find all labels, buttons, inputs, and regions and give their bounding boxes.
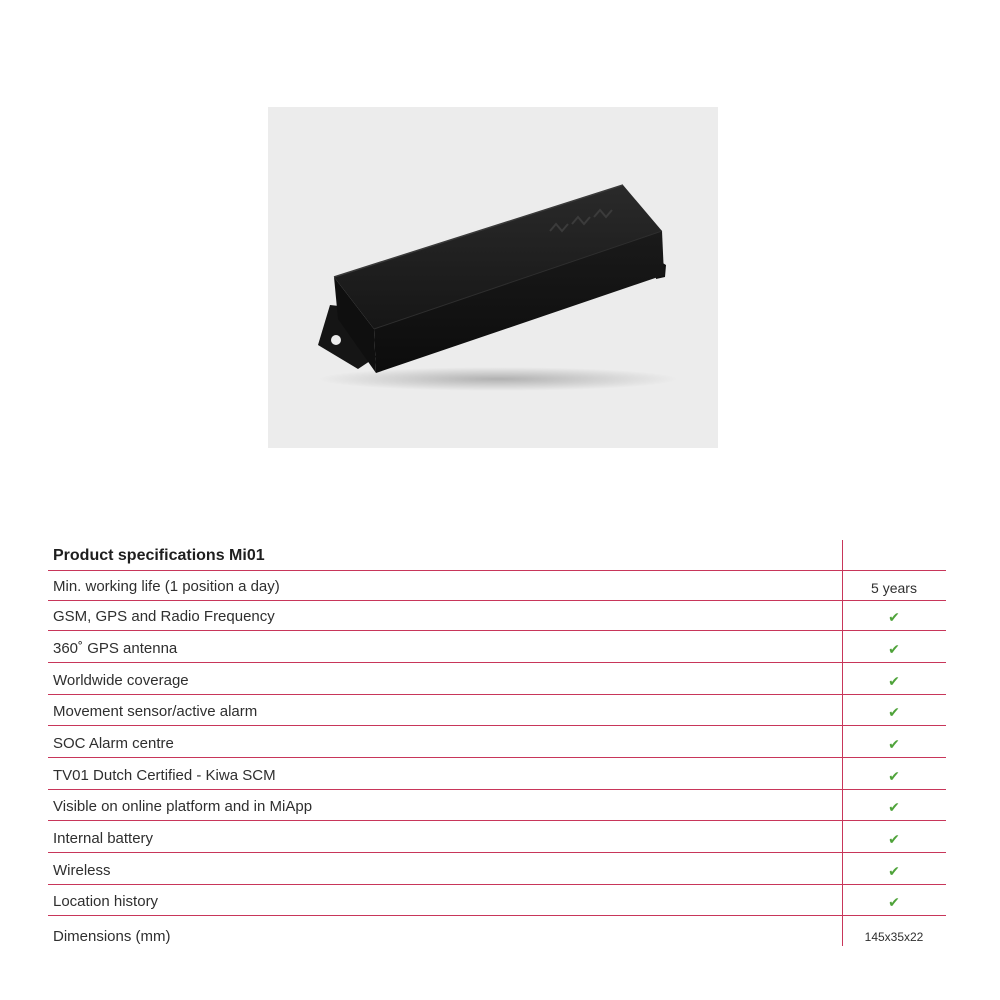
- product-image: [268, 107, 718, 448]
- table-row: [48, 885, 946, 916]
- check-icon: ✔: [888, 768, 900, 784]
- table-row: [48, 601, 946, 631]
- table-row: [48, 695, 946, 726]
- check-icon: ✔: [888, 736, 900, 752]
- check-icon: ✔: [888, 704, 900, 720]
- table-row: [48, 631, 946, 663]
- tracker-device-illustration: [268, 107, 718, 448]
- spec-label: Movement sensor/active alarm: [53, 703, 258, 720]
- table-row: [48, 726, 946, 758]
- check-icon: ✔: [888, 673, 900, 689]
- spec-label: GSM, GPS and Radio Frequency: [53, 608, 275, 625]
- spec-value: 5 years: [871, 580, 917, 596]
- check-icon: ✔: [888, 799, 900, 815]
- spec-label: 360˚ GPS antenna: [53, 640, 178, 657]
- spec-label: Internal battery: [53, 830, 154, 847]
- table-row: [48, 758, 946, 790]
- spec-label: SOC Alarm centre: [53, 735, 174, 752]
- check-icon: ✔: [888, 894, 900, 910]
- spec-label: Dimensions (mm): [53, 928, 171, 945]
- spec-table-title: Product specifications Mi01: [53, 547, 265, 564]
- spec-label: Visible on online platform and in MiApp: [53, 798, 313, 815]
- table-row: [48, 790, 946, 821]
- spec-label: Min. working life (1 position a day): [53, 578, 280, 595]
- spec-label: Location history: [53, 893, 159, 910]
- check-icon: ✔: [888, 641, 900, 657]
- table-row: [48, 916, 946, 950]
- spec-value: 145x35x22: [864, 930, 924, 944]
- table-row: [48, 663, 946, 695]
- check-icon: ✔: [888, 831, 900, 847]
- spec-table-header: [48, 540, 946, 571]
- spec-table: [48, 540, 946, 950]
- check-icon: ✔: [888, 609, 900, 625]
- table-row: [48, 821, 946, 853]
- check-icon: ✔: [888, 863, 900, 879]
- spec-label: Wireless: [53, 862, 111, 879]
- table-row: [48, 571, 946, 601]
- spec-label: Worldwide coverage: [53, 672, 189, 689]
- spec-label: TV01 Dutch Certified - Kiwa SCM: [53, 767, 276, 784]
- table-row: [48, 853, 946, 885]
